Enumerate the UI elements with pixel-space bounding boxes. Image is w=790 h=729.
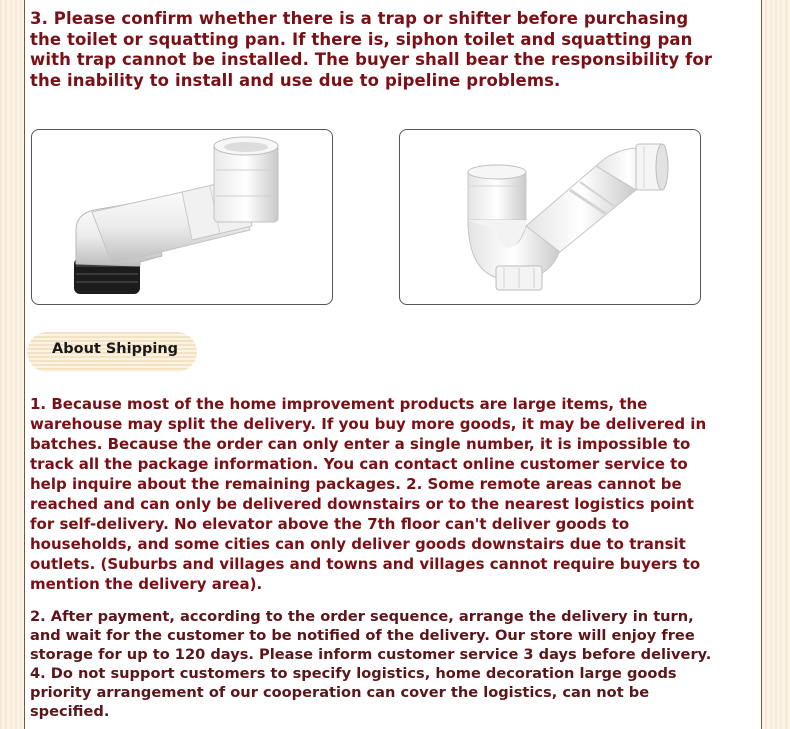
shifter-pipe-image (31, 129, 333, 305)
shipping-heading: About Shipping (52, 341, 179, 357)
p-trap-pipe-image (399, 129, 701, 305)
trap-notice-text: 3. Please confirm whether there is a trap or shifter before purchasing the toilet or squatting pan. If there is, siphon toilet and squatting pan with trap cannot be installed. The buyer shall bear the responsibility for the inability to install and use due to pipeline problems. (30, 9, 713, 90)
p-trap-pipe-icon (400, 130, 700, 304)
shipping-paragraph-2: 2. After payment, according to the order sequence, arrange the delivery in turn, and wait for the customer to be notified of the delivery. Our store will enjoy free storage for up to 120 days. Please inform customer service 3 days before delivery. 4. Do not support customers to specify logistics, home decoration large goods priority arrangement of our cooperation can cover the logistics, can not be specified. (30, 608, 712, 720)
offset-shifter-pipe-icon (32, 130, 332, 304)
shipping-paragraph-1: 1. Because most of the home improvement products are large items, the warehouse may split the delivery. If you buy more goods, it may be delivered in batches. Because the order can only enter a single number, it is impossible to track all the package information. You can contact online customer service to help inquire about the remaining packages. 2. Some remote areas cannot be reached and can only be delivered downstairs or to the nearest logistics point for self-delivery. No elevator above the 7th floor can't deliver goods to households, and some cities can only deliver goods downstairs due to transit outlets. (Suburbs and villages and towns and villages cannot require buyers to mention the delivery area). (30, 395, 707, 593)
